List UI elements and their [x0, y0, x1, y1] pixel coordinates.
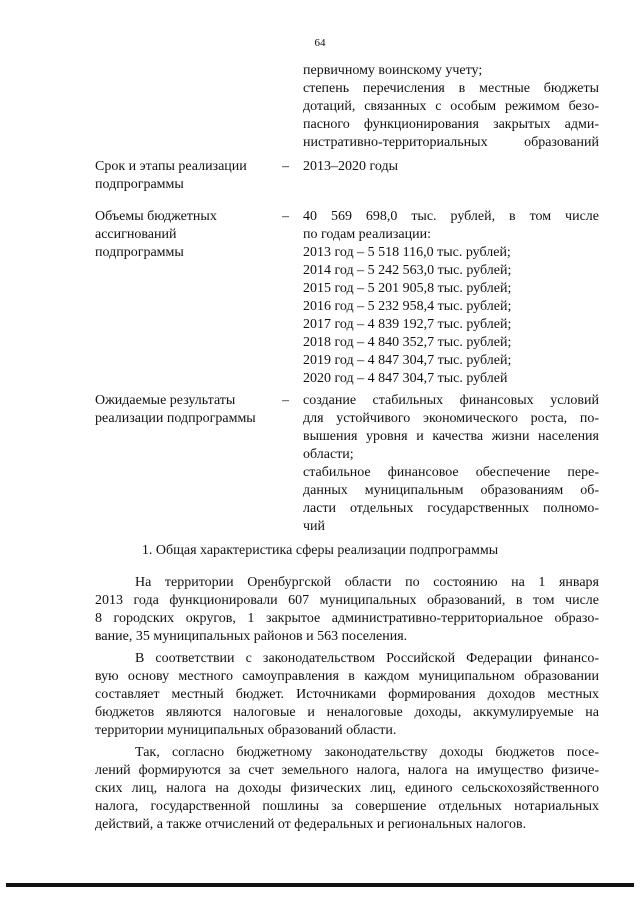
row-value-line: по годам реализации: [303, 227, 431, 242]
row-value-line: 2016 год – 5 232 958,4 тыс. рублей; [303, 299, 512, 314]
body-text [95, 574, 599, 834]
row-dash: – [282, 393, 289, 408]
row-value-line: 40 569 698,0 тыс. рублей, в том числе [303, 209, 599, 224]
paragraph-line: На территории Оренбургской области по состоянию на 1 января [135, 575, 599, 590]
row-value [303, 158, 599, 176]
paragraph-line: вание, 35 муниципальных районов и 563 поселения. [95, 629, 408, 644]
paragraph [95, 574, 599, 646]
row-label-line: подпрограммы [95, 177, 184, 192]
row-value-line: области; [303, 447, 354, 462]
passport-row [0, 208, 640, 388]
row-value-line: 2013 год – 5 518 116,0 тыс. рублей; [303, 245, 511, 260]
row-value-line: данных муниципальным образованиям об- [303, 483, 599, 498]
paragraph-line: территории муниципальных образований области. [95, 723, 397, 738]
paragraph-line: В соответствии с законодательством Российской Федерации финансо- [135, 651, 599, 666]
row-value-line: стабильное финансовое обеспечение пере- [303, 465, 599, 480]
paragraph-line: действий, а также отчислений от федеральных и региональных налогов. [95, 817, 527, 832]
row-label [95, 158, 275, 194]
row-label-line: ассигнований [95, 227, 177, 242]
row-value-line: создание стабильных финансовых условий [303, 393, 599, 408]
paragraph-line: вую основу местного самоуправления в каждом муниципальном образовании [95, 669, 599, 684]
row-label-line: Ожидаемые результаты [95, 393, 236, 408]
row-value [303, 62, 599, 152]
row-label-line: Объемы бюджетных [95, 209, 217, 224]
paragraph-line: составляет местный бюджет. Источниками формирования доходов местных [95, 687, 599, 702]
paragraph-line: бюджетов являются налоговые и неналоговые доходы, аккумулируемые на [95, 705, 599, 720]
bottom-rule [6, 883, 634, 887]
row-value-line: 2013–2020 годы [303, 159, 399, 174]
page-number: 64 [314, 37, 326, 49]
paragraph-line: 8 городских округов, 1 закрытое административно-территориальное образо- [95, 611, 599, 626]
row-value-line: ласти отдельных государственных полномо- [303, 501, 599, 516]
row-value [303, 392, 599, 536]
row-value-line: чий [303, 519, 326, 534]
row-value-line: для устойчивого экономического роста, по- [303, 411, 599, 426]
row-label [95, 392, 275, 428]
row-value-line: нистративно-территориальных образований [303, 135, 599, 150]
row-value-line: степень перечисления в местные бюджеты [303, 81, 599, 96]
row-value-line: 2019 год – 4 847 304,7 тыс. рублей; [303, 353, 512, 368]
row-value-line: 2020 год – 4 847 304,7 тыс. рублей [303, 371, 508, 386]
row-label-line: подпрограммы [95, 245, 184, 260]
row-label [95, 208, 275, 262]
row-dash: – [282, 209, 289, 224]
row-value-line: 2014 год – 5 242 563,0 тыс. рублей; [303, 263, 512, 278]
paragraph-line: Так, согласно бюджетному законодательству доходы бюджетов посе- [135, 745, 599, 760]
section-heading: 1. Общая характеристика сферы реализации подпрограммы [141, 543, 499, 558]
passport-row [0, 392, 640, 536]
paragraph-line: ских лиц, налога на доходы физических лиц, единого сельскохозяйственного [95, 781, 599, 796]
passport-row [0, 62, 640, 152]
row-value-line: вышения уровня и качества жизни населения [303, 429, 599, 444]
passport-row [0, 158, 640, 192]
paragraph [95, 650, 599, 740]
row-value [303, 208, 599, 388]
row-value-line: 2015 год – 5 201 905,8 тыс. рублей; [303, 281, 512, 296]
row-value-line: 2017 год – 4 839 192,7 тыс. рублей; [303, 317, 512, 332]
row-value-line: дотаций, связанных с особым режимом безо- [303, 99, 599, 114]
paragraph-line: налога, государственной пошлины за совершение отдельных нотариальных [95, 799, 599, 814]
paragraph-line: лений формируются за счет земельного налога, налога на имущество физиче- [95, 763, 599, 778]
row-value-line: 2018 год – 4 840 352,7 тыс. рублей; [303, 335, 512, 350]
row-label-line: Срок и этапы реализации [95, 159, 247, 174]
row-value-line: первичному воинскому учету; [303, 63, 483, 78]
row-dash: – [282, 159, 289, 174]
row-label-line: реализации подпрограммы [95, 411, 256, 426]
row-value-line: пасного функционирования закрытых адми- [303, 117, 599, 132]
paragraph-line: 2013 года функционировали 607 муниципальных образований, в том числе [95, 593, 599, 608]
paragraph [95, 744, 599, 834]
